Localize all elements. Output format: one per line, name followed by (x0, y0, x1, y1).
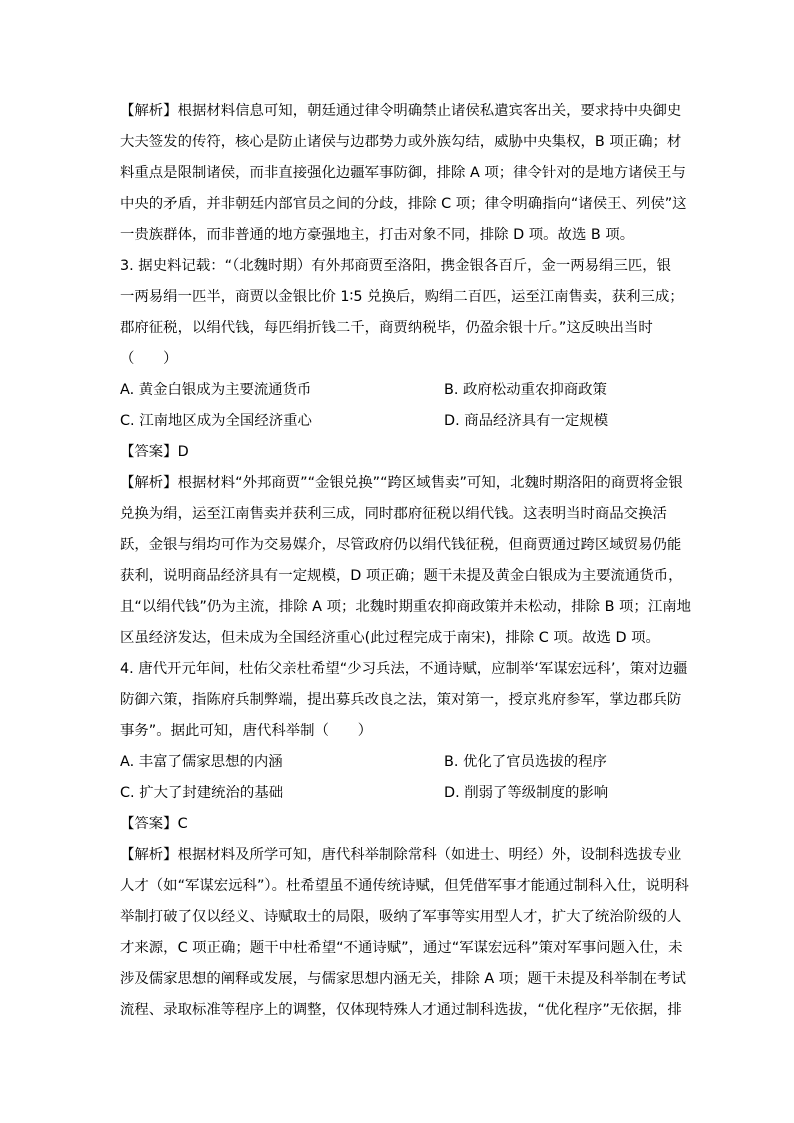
text-line: 3. 据史料记载：“（北魏时期）有外邦商贾至洛阳，携金银各百斤，金一两易绢三匹，银 (120, 258, 672, 274)
text-line: 举制打破了仅以经义、诗赋取士的局限，吸纳了军事等实用型人才，扩大了统治阶级的人 (120, 909, 682, 925)
question-4-options-row-1 (120, 747, 676, 778)
question-3-answer (120, 437, 676, 468)
text-line: 事务”。据此可知，唐代科举制（ ） (120, 723, 373, 739)
text-line: （ ） (120, 351, 178, 367)
text-line: 中央的矛盾，并非朝廷内部官员之间的分歧，排除 C 项；律令明确指向“诸侯王、列侯”这 (120, 196, 687, 212)
text-line: 料重点是限制诸侯，而非直接强化边疆军事防御，排除 A 项；律令针对的是地方诸侯王与 (120, 165, 686, 181)
option-d: D. 商品经济具有一定规模 (444, 413, 609, 429)
text-line: 大夫签发的传符，核心是防止诸侯与边郡势力或外族勾结，威胁中央集权，B 项正确；材 (120, 134, 682, 150)
option-d: D. 削弱了等级制度的影响 (444, 785, 609, 801)
question-3-stem (120, 251, 684, 375)
text-line: 流程、录取标准等程序上的调整，仅体现特殊人才通过制科选拔，“优化程序”无依据，排 (120, 1002, 682, 1018)
question-4-stem (120, 654, 688, 747)
text-line: 【解析】根据材料“外邦商贾”“金银兑换”“跨区域售卖”可知，北魏时期洛阳的商贾将金银 (120, 475, 683, 491)
text-line: 获利，说明商品经济具有一定规模，D 项正确；题干未提及黄金白银成为主要流通货币， (120, 568, 683, 584)
text-line: 人才（如“军谋宏远科”）。杜希望虽不通传统诗赋，但凭借军事才能通过制科入仕，说明科 (120, 878, 689, 894)
option-a: A. 丰富了儒家思想的内涵 (120, 754, 283, 770)
option-c: C. 江南地区成为全国经济重心 (120, 413, 312, 429)
text-line: 一贵族群体，而非普通的地方豪强地主，打击对象不同，排除 D 项。故选 B 项。 (120, 227, 635, 243)
text-line: 郡府征税，以绢代钱，每匹绢折钱二千，商贾纳税毕，仍盈余银十斤。”这反映出当时 (120, 320, 653, 336)
question-4-options-row-2 (120, 778, 676, 809)
option-b: B. 政府松动重农抑商政策 (444, 382, 607, 398)
text-line: 且“以绢代钱”仍为主流，排除 A 项；北魏时期重农抑商政策并未松动，排除 B 项；江南地 (120, 599, 691, 615)
text-line: 4. 唐代开元年间，杜佑父亲杜希望“少习兵法，不通诗赋，应制举‘军谋宏远科’，策对边疆 (120, 661, 688, 677)
answer-line: 【答案】C (120, 816, 188, 832)
option-b: B. 优化了官员选拔的程序 (444, 754, 607, 770)
text-line: 才来源，C 项正确；题干中杜希望“不通诗赋”，通过“军谋宏远科”策对军事问题入仕，未 (120, 940, 683, 956)
analysis-q4 (120, 840, 689, 1026)
text-line: 防御六策，指陈府兵制弊端，提出募兵改良之法，策对第一，授京兆府参军，掌边郡兵防 (120, 692, 682, 708)
text-line: 【解析】根据材料及所学可知，唐代科举制除常科（如进士、明经）外，设制科选拔专业 (120, 847, 682, 863)
question-3-options-row-1 (120, 375, 676, 406)
option-c: C. 扩大了封建统治的基础 (120, 785, 284, 801)
text-line: 跃，金银与绢均可作为交易媒介，尽管政府仍以绢代钱征税，但商贾通过跨区域贸易仍能 (120, 537, 682, 553)
text-line: 【解析】根据材料信息可知，朝廷通过律令明确禁止诸侯私遣宾客出关，要求持中央御史 (120, 103, 682, 119)
question-3-options-row-2 (120, 406, 676, 437)
question-4-answer (120, 809, 676, 840)
text-line: 区虽经济发达，但未成为全国经济重心(此过程完成于南宋)，排除 C 项。故选 D 项。 (120, 630, 660, 646)
text-line: 兑换为绢，运至江南售卖并获利三成，同时郡府征税以绢代钱。这表明当时商品交换活 (120, 506, 667, 522)
option-a: A. 黄金白银成为主要流通货币 (120, 382, 312, 398)
answer-line: 【答案】D (120, 444, 189, 460)
analysis-q2 (120, 96, 687, 251)
text-line: 涉及儒家思想的阐释或发展，与儒家思想内涵无关，排除 A 项；题干未提及科举制在考试 (120, 971, 686, 987)
document-page (120, 96, 691, 1026)
text-line: 一两易绢一匹半，商贾以金银比价 1∶5 兑换后，购绢二百匹，运至江南售卖，获利三成； (120, 289, 684, 305)
analysis-q3 (120, 468, 691, 654)
